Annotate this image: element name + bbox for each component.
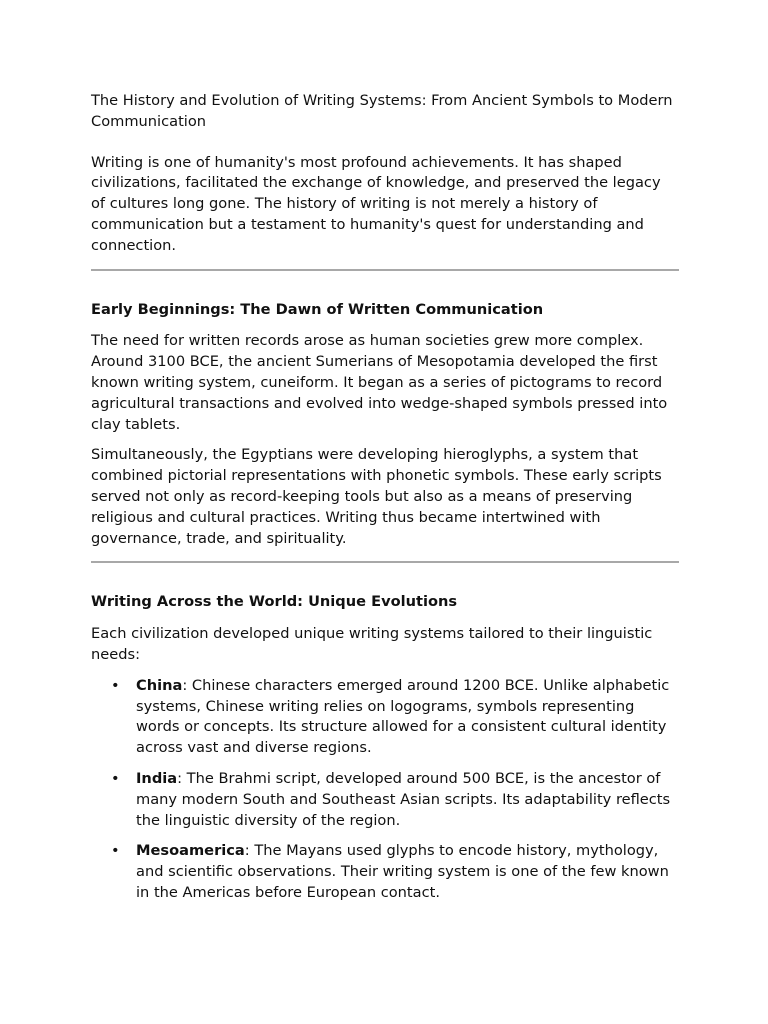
document-title: The History and Evolution of Writing Systems: From Ancient Symbols to Modern Communication [91, 92, 673, 130]
list-item-term: China [136, 676, 183, 694]
section-early-beginnings [91, 300, 679, 550]
section-across-the-world [91, 592, 679, 903]
section-heading: Early Beginnings: The Dawn of Written Communication [91, 300, 544, 318]
document-page [91, 91, 679, 914]
bullet-icon: • [111, 769, 120, 787]
section-divider [91, 561, 679, 563]
list-item-term: Mesoamerica [136, 842, 245, 860]
list-item [111, 841, 679, 903]
list-item-text: : The Brahmi script, developed around 500 BCE, is the ancestor of many modern South and Southeast Asian scripts. Its adaptability reflects the linguistic diversity of the region. [136, 769, 671, 829]
list-item [111, 769, 679, 831]
list-item-text: : The Mayans used glyphs to encode history, mythology, and scientific observations. Their writing system is one of the few known in the Americas before European contact. [136, 842, 669, 901]
list-item-text: : Chinese characters emerged around 1200 BCE. Unlike alphabetic systems, Chinese writing relies on logograms, symbols representing words or concepts. Its structure allowed for a consistent cultural identity across vast and diverse regions. [136, 676, 670, 757]
intro-paragraph: Writing is one of humanity's most profound achievements. It has shaped civilizations, facilitated the exchange of knowledge, and preserved the legacy of cultures long gone. The history of writing is not merely a history of communication but a testament to humanity's quest for understanding and connection. [91, 153, 661, 254]
list-item [111, 676, 679, 759]
section-heading: Writing Across the World: Unique Evolutions [91, 593, 458, 611]
section-divider [91, 269, 679, 271]
paragraph: Each civilization developed unique writing systems tailored to their linguistic needs: [91, 625, 653, 663]
bullet-icon: • [111, 842, 120, 860]
bullet-icon: • [111, 676, 120, 694]
bullet-list [91, 676, 679, 904]
paragraph: Simultaneously, the Egyptians were developing hieroglyphs, a system that combined pictorial representations with phonetic symbols. These early scripts served not only as record-keeping tools but also as a means of preserving religious and cultural practices. Writing thus became intertwined with governance, trade, and spirituality. [91, 446, 662, 547]
list-item-term: India [136, 769, 178, 787]
paragraph: The need for written records arose as human societies grew more complex. Around 3100 BCE, the ancient Sumerians of Mesopotamia developed the first known writing system, cuneiform. It began as a series of pictograms to record agricultural transactions and evolved into wedge-shaped symbols pressed into clay tablets. [91, 332, 668, 433]
